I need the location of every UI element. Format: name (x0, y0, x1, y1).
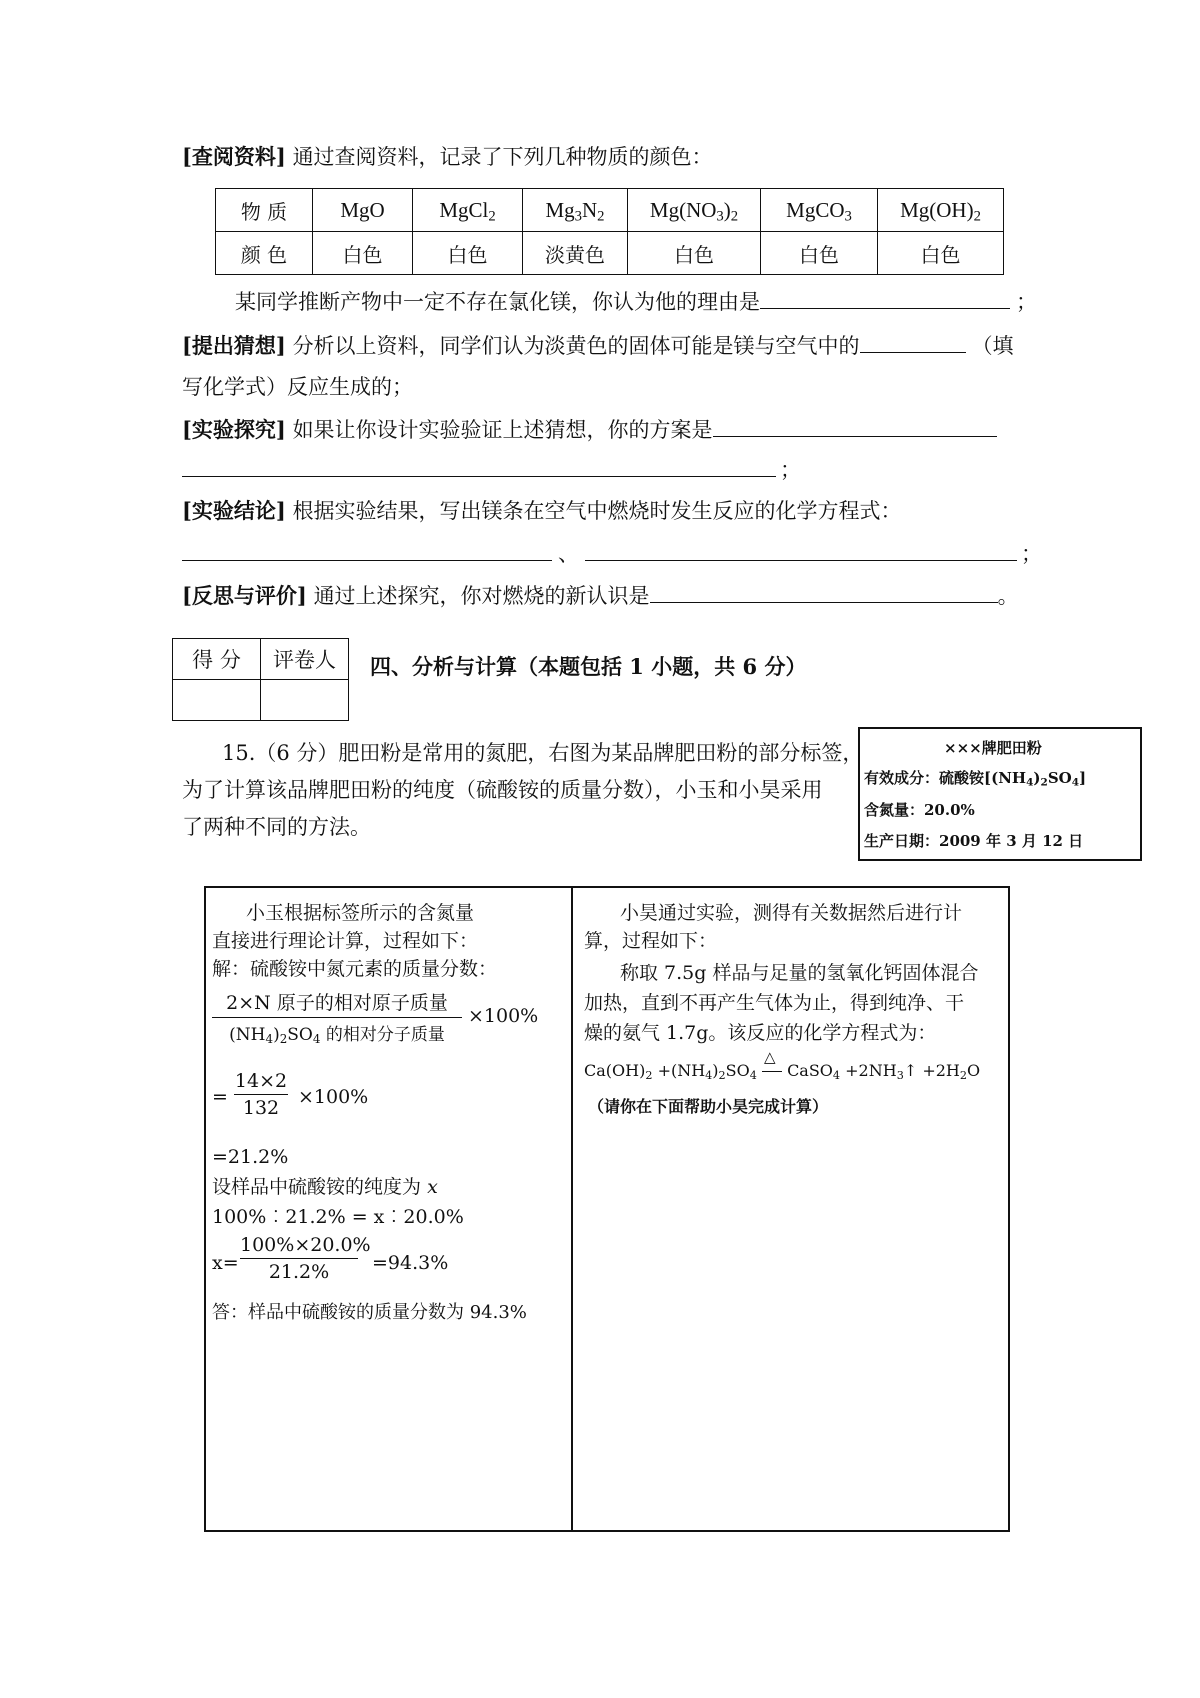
proportion-line: 100%︰21.2% = x︰20.0% (212, 1206, 464, 1228)
grader-label: 评卷人 (261, 639, 349, 680)
color-cell: 淡黄色 (523, 232, 628, 275)
fraction-3-denominator: 21.2% (268, 1261, 330, 1283)
experiment-tag: [实验探究] (182, 417, 286, 442)
score-box (172, 638, 349, 721)
fraction-1 (212, 988, 462, 1045)
calculation-box (204, 886, 1010, 1532)
substance-mgcl2: MgCl$_2$ (413, 189, 523, 232)
answer-blank[interactable] (650, 580, 998, 603)
chloride-text: 某同学推断产物中一定不存在氯化镁，你认为他的理由是 (235, 290, 760, 314)
experiment-line-2 (182, 454, 801, 485)
eq-product-1: CaSO (787, 1061, 833, 1080)
arrow-bar (762, 1071, 782, 1072)
xiaohao-line-5: 燥的氨气 1.7g。该反应的化学方程式为： (584, 1022, 937, 1044)
reaction-equation: $Ca(OH)_2 +(NH_4)_2SO_4$ △ CaSO$_4$ $+2NH_3↑ +2H_2O$ (584, 1058, 980, 1084)
label-ingredient (864, 767, 1086, 788)
fraction-2-numerator: 14×2 (234, 1070, 288, 1092)
reflection-text: 通过上述探究，你对燃烧的新认识是 (313, 584, 650, 608)
table-row (173, 639, 349, 680)
xiaohao-line-4: 加热，直到不再产生气体为止，得到纯净、干 (584, 992, 965, 1014)
set-x-line (212, 1174, 438, 1200)
equation-blank-1[interactable] (182, 538, 552, 561)
fraction-bar (234, 1094, 288, 1095)
substance-color-table (215, 188, 1004, 275)
label-formula: $[(NH_4)_2SO_4]$ (984, 769, 1087, 789)
chloride-question (235, 286, 1037, 317)
xiaohao-line-1: 小昊通过实验，测得有关数据然后进行计 (620, 902, 963, 924)
hypothesis-tag: [提出猜想] (182, 333, 286, 358)
fraction-2-denominator: 132 (242, 1097, 280, 1119)
pause-mark: 、 (558, 542, 579, 566)
hypothesis-line (182, 330, 1014, 361)
conclusion-tag: [实验结论] (182, 498, 286, 523)
color-cell: 白色 (761, 232, 878, 275)
score-label: 得 分 (173, 639, 261, 680)
header-label: 物 质 (216, 189, 313, 232)
fraction-3-numerator: 100%×20.0% (240, 1234, 371, 1256)
conclusion-text: 根据实验结果，写出镁条在空气中燃烧时发生反应的化学方程式： (292, 499, 902, 523)
research-intro: 通过查阅资料，记录了下列几种物质的颜色： (292, 145, 713, 169)
answer-blank[interactable] (713, 414, 997, 437)
fraction-2 (234, 1070, 288, 1119)
answer-blank[interactable] (760, 286, 1010, 309)
eq-product-3: +2H (922, 1061, 960, 1080)
times-100-2: ×100% (298, 1086, 369, 1108)
label-date: 生产日期：2009 年 3 月 12 日 (864, 832, 1084, 850)
semicolon: ； (1021, 542, 1042, 566)
answer-blank[interactable] (860, 330, 966, 353)
heat-icon: △ (763, 1048, 776, 1066)
substance-mgoh2: $Mg(OH)_2$ (878, 189, 1004, 232)
column-divider (571, 888, 573, 1530)
q15-line-2: 为了计算该品牌肥田粉的纯度（硫酸铵的质量分数），小玉和小昊采用 (182, 778, 823, 802)
color-cell: 白色 (313, 232, 413, 275)
fraction-3 (240, 1234, 371, 1283)
research-line (182, 142, 713, 172)
result-2: =94.3% (372, 1252, 449, 1274)
fraction-1-denominator-text: 的相对分子质量 (325, 1025, 445, 1045)
equation-blank-2[interactable] (585, 538, 1017, 561)
q15-line-1: 15.（6 分）肥田粉是常用的氮肥，右图为某品牌肥田粉的部分标签， (222, 741, 864, 765)
xiaoyu-line-3: 解：硫酸铵中氮元素的质量分数： (212, 958, 498, 980)
color-cell: 白色 (413, 232, 523, 275)
fraction-1-denominator: $(NH_4)_2SO_4$ 的相对分子质量 (229, 1025, 445, 1046)
color-cell: 白色 (878, 232, 1004, 275)
conclusion-line (182, 496, 902, 526)
heat-arrow (762, 1048, 782, 1084)
label-nitrogen: 含氮量：20.0% (864, 801, 975, 819)
eq-reactant-1: Ca(OH) (584, 1061, 646, 1080)
var-x: x (427, 1176, 438, 1198)
table-row (216, 232, 1004, 275)
answer-blank[interactable] (182, 454, 776, 477)
xiaohao-note: （请你在下面帮助小昊完成计算） (588, 1097, 829, 1116)
eq-reactant-2: +(NH (657, 1061, 706, 1080)
substance-mgno32: $Mg(NO_3)_2$ (628, 189, 761, 232)
set-x-text: 设样品中硫酸铵的纯度为 (212, 1176, 422, 1198)
q15-line-3: 了两种不同的方法。 (182, 815, 371, 839)
semicolon: ； (780, 458, 801, 482)
hypothesis-text: 分析以上资料，同学们认为淡黄色的固体可能是镁与空气中的 (292, 334, 860, 358)
hypothesis-tail: （填 (971, 334, 1014, 358)
equals-sign: = (212, 1086, 228, 1108)
conclusion-equations-line (182, 538, 1042, 569)
period: 。 (997, 584, 1019, 608)
fraction-bar (212, 1017, 462, 1018)
xiaoyu-answer: 答：样品中硫酸铵的质量分数为 94.3% (212, 1302, 527, 1323)
result-1: =21.2% (212, 1146, 289, 1168)
experiment-text: 如果让你设计实验验证上述猜想，你的方案是 (292, 418, 713, 442)
substance-mgo: MgO (313, 189, 413, 232)
reflection-line (182, 580, 1019, 611)
score-field[interactable] (173, 680, 261, 721)
xiaoyu-line-1: 小玉根据标签所示的含氮量 (246, 902, 475, 924)
product-label (858, 727, 1142, 861)
color-cell: 白色 (628, 232, 761, 275)
xiaoyu-line-2: 直接进行理论计算，过程如下： (212, 930, 479, 952)
semicolon: ； (1016, 290, 1037, 314)
xiaohao-line-2: 算，过程如下： (584, 930, 718, 952)
grader-field[interactable] (261, 680, 349, 721)
hypothesis-tail-line: 写化学式）反应生成的； (182, 375, 413, 399)
x-equals: x= (212, 1252, 239, 1274)
row-label: 颜 色 (216, 232, 313, 275)
table-row (216, 189, 1004, 232)
experiment-line (182, 414, 997, 445)
label-title: ×××牌肥田粉 (944, 739, 1042, 757)
fraction-1-numerator: 2×N 原子的相对原子质量 (226, 992, 448, 1014)
section-title: 四、分析与计算（本题包括 1 小题，共 6 分） (370, 654, 807, 679)
calculation-answer-area[interactable] (586, 1128, 996, 1518)
table-row (173, 680, 349, 721)
xiaohao-line-3: 称取 7.5g 样品与足量的氢氧化钙固体混合 (620, 962, 979, 984)
research-tag: [查阅资料] (182, 144, 286, 169)
substance-mgco3: MgCO$_3$ (761, 189, 878, 232)
substance-mg3n2: $Mg_3N_2$ (523, 189, 628, 232)
reflection-tag: [反思与评价] (182, 583, 307, 608)
eq-product-2: +2NH (845, 1061, 897, 1080)
fraction-bar (240, 1258, 358, 1259)
label-ingredient-text: 有效成分：硫酸铵 (864, 769, 985, 787)
times-100-1: ×100% (468, 1005, 539, 1027)
